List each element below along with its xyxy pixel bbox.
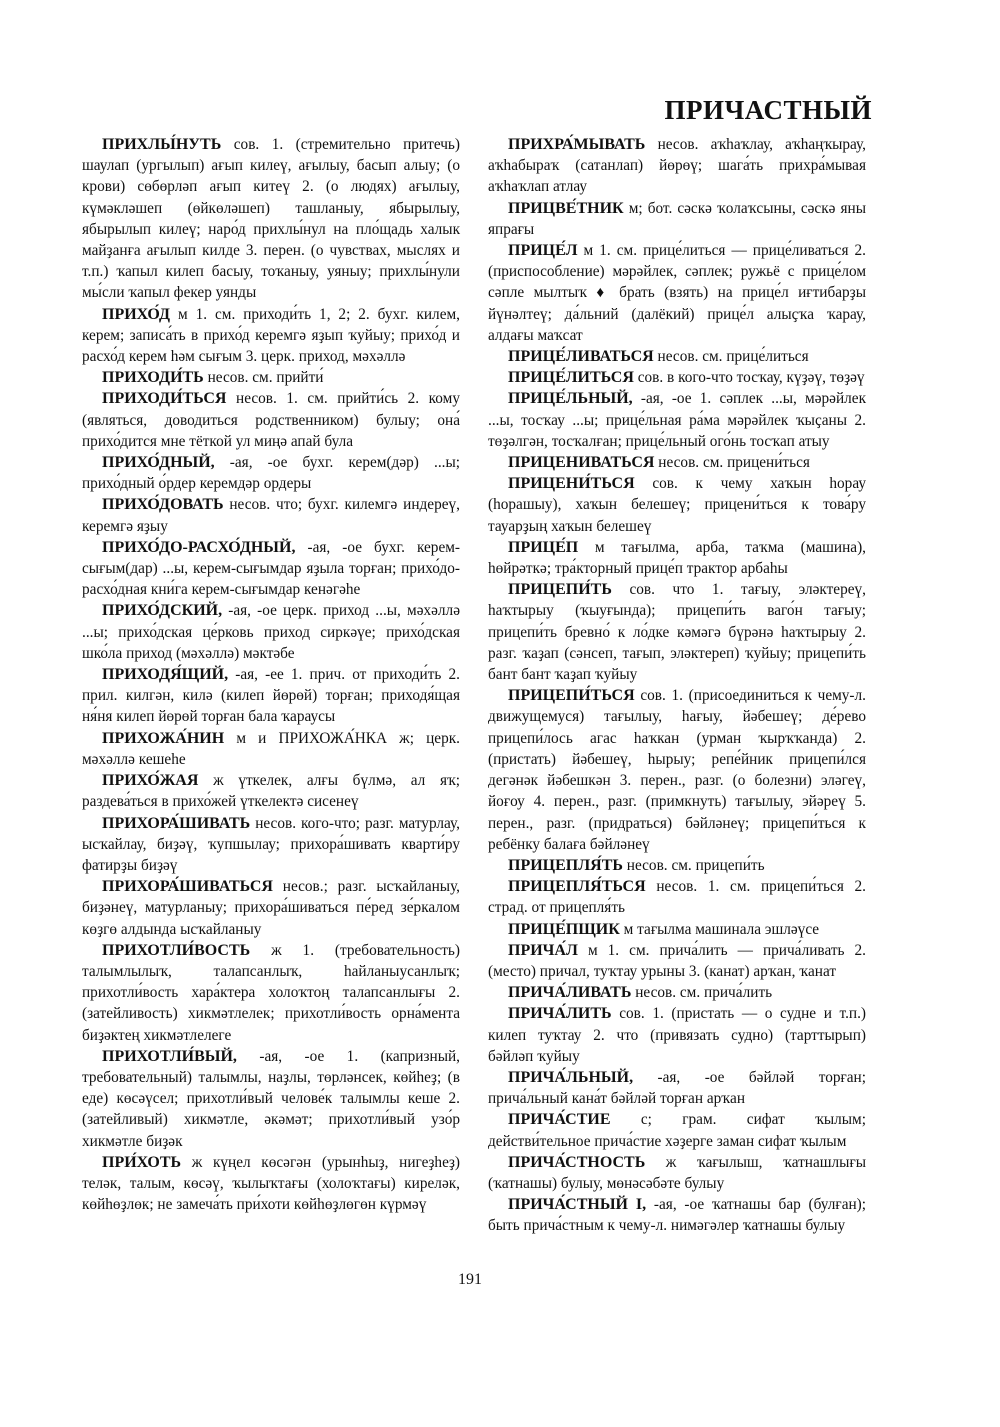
headword: ПРИХОРА́ШИВАТЬ [102,814,251,832]
entry-body: м; бот. сәскә ҡолаҡсыны, сәскә яны япрағы [488,199,866,238]
right-column [488,134,866,1237]
headword: ПРИЦЕНИВАТЬСЯ [508,454,655,472]
dictionary-entry [82,367,460,388]
headword: ПРИЦВЕ́ТНИК [508,199,624,217]
headword: ПРИХО́ДО-РАСХО́ДНЫЙ, [102,538,296,556]
dictionary-entry [488,685,866,855]
headword: ПРИХРА́МЫВАТЬ [508,136,646,153]
headword: ПРИЦЕ́П [508,538,579,556]
headword: ПРИХОТЛИ́ВЫЙ, [102,1047,237,1065]
entry-body: м тағылма, арба, таҡма (машина), һөйрәткә; тра́кторный прице́п трактор арбаһы [488,538,866,578]
page-header [0,95,1000,135]
dictionary-entry [488,919,866,940]
headword: ПРИЧА́СТИЕ [508,1111,611,1129]
entry-body: м 1. см. приходи́ть 1, 2; 2. бухг. килем, керем; записа́ть в прихо́д керемгә яҙып ҡуйыу; прихо́д и расхо́д керем һәм сығым 3. церк. приход, мәхәллә [82,305,460,366]
headword: ПРИХОДИ́ТЬСЯ [102,390,227,408]
dictionary-entry [488,452,866,473]
dictionary-entry [488,1109,866,1151]
entry-body: ж ҡағылыш, ҡатнашлығы (ҡатнашы) булыу, мөнәсәбәте булыу [488,1153,867,1192]
dictionary-entry [82,664,460,728]
entry-body: -ая, -ое церк. приход ...ы, мәхәллә ...ы; прихо́дская це́рковь приход сиркәүе; прихо́дская шко́ла приход (мәхәллә) мәктәбе [82,602,460,662]
entry-body: -ая, -ое 1. сәплек ...ы, мәрәйлек ...ы, тосҡау ...ы; прице́льная ра́ма мәрәйлек ҡыҫаны 2. төҙәлгән, тосҡалған; прице́льный ого́нь тосҡап атыу [488,390,867,450]
dictionary-entry [488,579,866,685]
dictionary-entry [488,367,866,388]
dictionary-entry [82,388,460,452]
dictionary-entry [488,537,866,579]
headword: ПРИЧА́СТНОСТЬ [508,1153,646,1171]
headword: ПРИЦЕПЛЯ́ТЬ [508,856,623,874]
entry-body: несов. 1. см. прицепи́ться 2. страд. от прицепля́ть [488,878,867,917]
entry-body: ж күңел көсәгән (урынһыҙ, нигеҙһеҙ) теләк, талым, көсәү, ҡылыҡтағы (холоҡтағы) киреләк, көйһөҙлөк; не замеча́ть при́хоти көйһөҙлөгөн күрмәү [82,1153,461,1214]
entry-body: несов. что; бухг. килемгә индереү, керемгә яҙыу [82,496,460,535]
dictionary-entry [82,600,460,664]
dictionary-entry [488,388,866,452]
dictionary-entry [82,452,460,494]
entry-body: -ая, -ое 1. (капризный, требовательный) талымлы, наҙлы, төрләнсек, көйһеҙ; (в еде) көсәүсел; прихотли́вый челове́к талымлы кеше 2. (затейливый) хикмәтле, әкәмәт; прихотли́вый узо́р хикмәтле биҙәк [82,1047,461,1150]
entry-body: -ая, -ое бәйләй торған; прича́льный кана́т бәйләй торған арҡан [488,1068,866,1108]
dictionary-entry [488,940,866,982]
entry-body: ж 1. (требовательность) талымлылыҡ, талапсанлыҡ, һайланыусанлыҡ; прихотли́вость хара́ктера холоҡтоң талапсанлығы 2. (затейливость) хикмәтлелек; прихотли́вость орна́мента биҙәктең хикмәтлелеге [82,941,460,1044]
dictionary-entry [82,813,460,877]
headword: ПРИЦЕПЛЯ́ТЬСЯ [508,878,646,896]
headword: ПРИХО́ЖАЯ [102,772,199,790]
headword: ПРИЧА́СТНЫЙ I, [508,1196,647,1214]
headword: ПРИ́ХОТЬ [102,1153,182,1171]
dictionary-entry [488,473,866,537]
headword: ПРИХО́ДНЫЙ, [102,454,215,472]
dictionary-entry [488,1003,866,1067]
entry-body: -ая, -ое бухг. керем(дәр) ...ы; прихо́дный о́рдер керемдәр ордеры [82,454,460,493]
dictionary-entry [488,982,866,1003]
headword: ПРИЦЕ́ПЩИК [508,920,620,938]
entry-body: -ая, -ее 1. прич. от приходи́ть 2. прил. килгән, килә (килеп йөрөй) торған; приходя́щая ня́ня килеп йөрөй торған бала ҡараусы [82,666,460,726]
dictionary-entry [488,855,866,876]
entry-body: м 1. см. прича́лить — прича́ливать 2. (место) причал, туҡтау урыны 3. (канат) арҡан, ҡанат [488,941,866,980]
entry-body: сов. 1. (присоединиться к чему-л. движущемуся) тағылыу, һағыу, йәбешеү; де́рево прицепи́лось агас һаҡкан (урман ҡырҡҡанда) 2. (пристать) йәбешеү, һырыу; репе́йник прицепи́лся дегәнәк йәбешкән 3. перен., разг. (о болезни) эләгеү, йоғоу 4. перен., разг. (примкнуть) тағылыу, эйәреү 5. перен., разг. (придраться) бәйләнеү; прицепи́ться к ребёнку балаға бәйләнеү [488,687,866,853]
entry-body: несов. см. прицепи́ть [626,856,765,874]
entry-body: несов. аҡһаҡлау, аҡһаңҡырау, аҡһабыраҡ (сатанлап) йөрөү; шага́ть прихра́мывая аҡһаҡлап атлау [488,136,866,196]
headword: ПРИЦЕ́ЛЬНЫЙ, [508,390,633,408]
headword: ПРИХЛЫ́НУТЬ [102,136,222,153]
headword: ПРИЦЕПИ́ТЬСЯ [508,687,635,705]
headword: ПРИХОРА́ШИВАТЬСЯ [102,878,273,896]
entry-body: несов. см. прича́лить [635,984,773,1002]
entry-body: сов. что 1. тағыу, эләктереү, һаҡтырыу (ҡыуғында); прицепи́ть ваго́н тағыу; прицепи́ть бревно́ к ло́дке кәмәгә бүрәнә һаҡтырыу 2. разг. ҡаҙап (сәнсеп, тағып, эләктереп) ҡуйыу; прицепи́ть бант бант ҡаҙап ҡуйыу [488,581,866,684]
entry-body: м и ПРИХОЖА́НКА ж; церк. мәхәллә кешеһе [82,729,460,768]
entry-body: сов. в кого-что тосҡау, күҙәү, төҙәү [637,369,865,387]
entry-body: сов. 1. (пристать — о судне и т.п.) килеп туҡтау 2. что (привязать судно) (тарттырып) бәйләп ҡуйыу [488,1005,866,1065]
dictionary-entry [82,876,460,940]
headword: ПРИЧА́Л [508,941,578,959]
entry-body: сов. к чему хаҡын һорау (һорашыу), хаҡын белешеү; прицени́ться к това́ру тауарҙың хаҡын белешеү [488,475,866,535]
headword: ПРИЧА́ЛИТЬ [508,1005,612,1023]
entry-body: -ая, -ое ҡатнашы бар (булған); быть прича́стным к чему-л. нимәгәлер ҡатнашы булыу [488,1196,867,1235]
dictionary-entry [488,198,866,240]
dictionary-entry [82,728,460,770]
dictionary-entry [488,1152,866,1194]
dictionary-entry [82,940,460,1046]
dictionary-entry [82,1152,460,1216]
headword: ПРИХОДИ́ТЬ [102,369,204,387]
headword: ПРИХОЖА́НИН [102,729,225,747]
dictionary-entry [82,304,460,368]
entry-body: несов. 1. см. прийти́сь 2. кому (являться, доводиться родственником) булыу; она́ прихо́дится мне тёткой ул миңә апай була [82,390,460,450]
entry-body: несов. см. прицени́ться [658,454,810,472]
headword: ПРИХОДЯ́ЩИЙ, [102,666,229,684]
entry-body: несов. см. прийти́ [207,369,324,387]
dictionary-entry [488,346,866,367]
entry-body: -ая, -ое бухг. керем-сығым(дар) ...ы, керем-сығымдар яҙыла торған; прихо́до-расхо́дная кни́га керем-сығымдар кенәгәһе [82,538,461,599]
headword: ПРИЦЕ́ЛИТЬСЯ [508,369,634,387]
headword: ПРИХО́ДОВАТЬ [102,496,224,514]
page-number: 191 [458,1271,482,1288]
entry-body: сов. 1. (стремительно притечь) шаулап (ургылып) ағып килеү, ағылыу, басып алыу; (о крови) сөбөрләп ағып китеү 2. (о людях) ағылыу, күмәкләшеп (өйкөләшеп) ташланыу, ябырылыу, ябырылып килеү; наро́д прихлы́нул на пло́щадь халык майҙанға ағылып килде 3. перен. (о чувствах, мыслях и т.п.) ҡапыл килеп басыу, тоҡаныу, уяныу; прихлы́нули мы́сли ҡапыл фекер уянды [82,136,460,302]
entry-body: м 1. см. прице́литься — прице́ливаться 2. (приспособление) мәрәйлек, сәплек; ружьё с прице́лом сәпле мылтыҡ ♦ брать (взять) на прице́л иғтибарҙы йүнәлтеү; да́льний (далёкий) прице́л алыҫҡа ҡарау, алдағы маҡсат [488,242,867,344]
entry-body: м тағылма машинала эшләүсе [623,920,820,938]
dictionary-entry [488,134,866,198]
left-column [82,134,460,1215]
headword: ПРИХОТЛИ́ВОСТЬ [102,941,251,959]
headword: ПРИЦЕ́ЛИВАТЬСЯ [508,348,654,366]
dictionary-entry [488,1067,866,1109]
dictionary-entry [82,770,460,812]
dictionary-entry [488,1194,866,1236]
dictionary-entry [488,240,866,346]
headword: ПРИЦЕПИ́ТЬ [508,581,612,599]
headword: ПРИЧА́ЛЬНЫЙ, [508,1068,634,1086]
entry-body: несов. см. прице́литься [657,348,809,366]
headword: ПРИХО́Д [102,305,171,323]
running-head: ПРИЧАСТНЫЙ [664,95,872,125]
entry-body: несов.; разг. ысҡайланыу, биҙәнеү, матурланыу; прихора́шиваться пе́ред зе́ркалом көҙгө алдында ысҡайланыу [82,878,461,938]
entry-body: ж үткелек, алғы бүлмә, ал яҡ; раздева́ться в прихо́жей үткелектә сисенеү [82,772,460,811]
dictionary-entry [82,134,460,304]
headword: ПРИЧА́ЛИВАТЬ [508,984,632,1002]
entry-body: с; грам. сифат ҡылым; действи́тельное прича́стие хәҙерге заман сифат ҡылым [488,1111,866,1150]
headword: ПРИХО́ДСКИЙ, [102,602,223,620]
dictionary-entry [82,537,460,601]
dictionary-entry [82,494,460,536]
headword: ПРИЦЕ́Л [508,242,578,260]
headword: ПРИЦЕНИ́ТЬСЯ [508,475,635,493]
dictionary-entry [82,1046,460,1152]
entry-body: несов. кого-что; разг. матурлау, ысҡайлау, биҙәү, ҡупшылау; прихора́шивать кварти́ру фатирҙы биҙәү [82,814,460,874]
dictionary-entry [488,876,866,918]
